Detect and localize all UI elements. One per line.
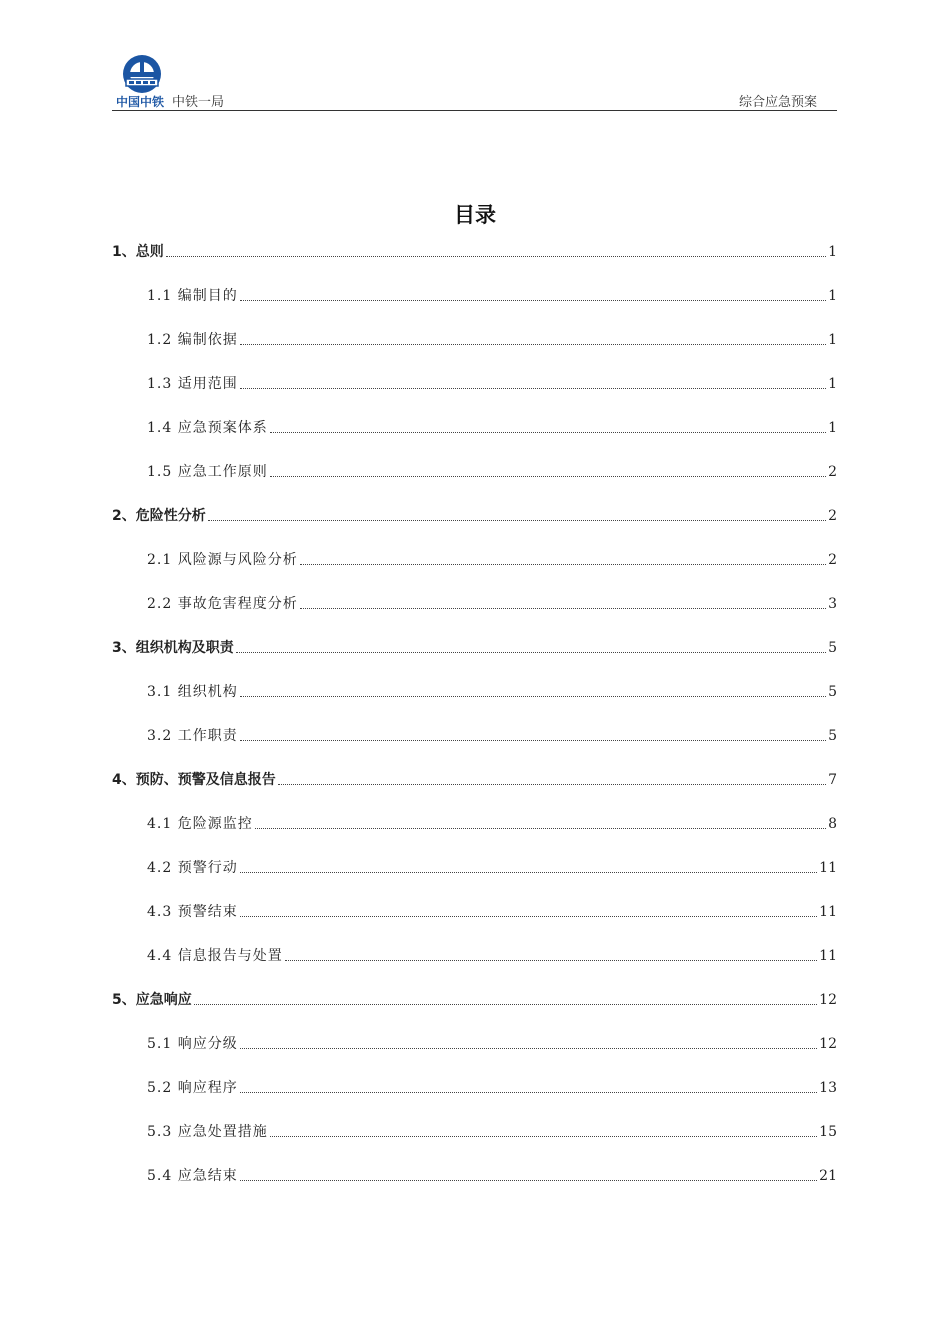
dot-leader (270, 1135, 817, 1137)
toc-section-link[interactable] (112, 986, 837, 1010)
toc-subsection-link[interactable] (147, 942, 837, 966)
dot-leader (194, 1003, 817, 1005)
toc-page-number: 2 (828, 464, 837, 480)
toc-page-number: 12 (819, 1036, 837, 1052)
toc-entry-label: 2、危险性分析 (112, 508, 206, 524)
toc-subsection-link[interactable] (147, 1030, 837, 1054)
toc-entry-label: 4、预防、预警及信息报告 (112, 772, 276, 788)
toc-page-number: 1 (828, 376, 837, 392)
document-title: 综合应急预案 (738, 95, 817, 110)
logo-text: 中国中铁 (116, 95, 165, 109)
dot-leader (300, 563, 826, 565)
toc-page-number: 3 (828, 596, 837, 612)
dot-leader (240, 343, 826, 345)
toc-subsection-link[interactable] (147, 722, 837, 746)
toc-page-number: 13 (819, 1080, 837, 1096)
toc-entry-label: 5.3 应急处置措施 (147, 1124, 268, 1140)
toc-page-number: 5 (828, 640, 837, 656)
dot-leader (270, 431, 826, 433)
toc-entry-label: 1.4 应急预案体系 (147, 420, 268, 436)
page-header (112, 50, 837, 111)
company-name: 中铁一局 (172, 95, 225, 110)
dot-leader (166, 255, 826, 257)
toc-subsection-link[interactable] (147, 414, 837, 438)
toc-subsection-link[interactable] (147, 1162, 837, 1186)
toc-entry-label: 1.5 应急工作原则 (147, 464, 268, 480)
toc-section-link[interactable] (112, 502, 837, 526)
toc-subsection-link[interactable] (147, 590, 837, 614)
toc-entry-label: 2.1 风险源与风险分析 (147, 552, 298, 568)
toc-page-number: 1 (828, 244, 837, 260)
toc-subsection-link[interactable] (147, 458, 837, 482)
dot-leader (240, 1091, 817, 1093)
dot-leader (270, 475, 826, 477)
toc-entry-label: 1.3 适用范围 (147, 376, 238, 392)
toc-entry-label: 1.1 编制目的 (147, 288, 238, 304)
toc-entry-label: 4.4 信息报告与处置 (147, 948, 283, 964)
dot-leader (240, 695, 826, 697)
toc-entry-label: 3、组织机构及职责 (112, 640, 234, 656)
toc-section-link[interactable] (112, 634, 837, 658)
toc-entry-label: 4.1 危险源监控 (147, 816, 253, 832)
dot-leader (240, 1047, 817, 1049)
dot-leader (300, 607, 826, 609)
toc-entry-label: 2.2 事故危害程度分析 (147, 596, 298, 612)
toc-entry-label: 1.2 编制依据 (147, 332, 238, 348)
toc-subsection-link[interactable] (147, 370, 837, 394)
toc-subsection-link[interactable] (147, 546, 837, 570)
dot-leader (240, 1179, 817, 1181)
toc-subsection-link[interactable] (147, 810, 837, 834)
toc-page-number: 2 (828, 552, 837, 568)
toc-page-number: 1 (828, 420, 837, 436)
toc-page-number: 5 (828, 728, 837, 744)
toc-page-number: 11 (819, 904, 837, 920)
toc-page-number: 2 (828, 508, 837, 524)
dot-leader (255, 827, 826, 829)
dot-leader (240, 871, 817, 873)
dot-leader (240, 739, 826, 741)
dot-leader (285, 959, 817, 961)
toc-page-number: 5 (828, 684, 837, 700)
toc-entry-label: 4.2 预警行动 (147, 860, 238, 876)
toc-section-link[interactable] (112, 766, 837, 790)
toc-page-number: 1 (828, 288, 837, 304)
toc-subsection-link[interactable] (147, 854, 837, 878)
dot-leader (278, 783, 826, 785)
toc-entry-label: 5.4 应急结束 (147, 1168, 238, 1184)
dot-leader (240, 387, 826, 389)
toc-section-link[interactable] (112, 238, 837, 262)
toc-entry-label: 5.2 响应程序 (147, 1080, 238, 1096)
dot-leader (236, 651, 826, 653)
toc-heading: 目录 (454, 203, 496, 227)
toc-page-number: 21 (819, 1168, 837, 1184)
dot-leader (208, 519, 826, 521)
toc-subsection-link[interactable] (147, 326, 837, 350)
toc-entry-label: 3.1 组织机构 (147, 684, 238, 700)
toc-entry-label: 3.2 工作职责 (147, 728, 238, 744)
toc-entry-label: 5、应急响应 (112, 992, 192, 1008)
toc-page-number: 7 (828, 772, 837, 788)
toc-entry-label: 1、总则 (112, 244, 164, 260)
toc-entry-label: 5.1 响应分级 (147, 1036, 238, 1052)
toc-subsection-link[interactable] (147, 282, 837, 306)
toc-subsection-link[interactable] (147, 1118, 837, 1142)
toc-subsection-link[interactable] (147, 678, 837, 702)
dot-leader (240, 915, 817, 917)
toc-page-number: 11 (819, 948, 837, 964)
toc-page-number: 1 (828, 332, 837, 348)
toc-page-number: 8 (828, 816, 837, 832)
toc-page-number: 12 (819, 992, 837, 1008)
toc-page-number: 11 (819, 860, 837, 876)
toc-page-number: 15 (819, 1124, 837, 1140)
toc-subsection-link[interactable] (147, 1074, 837, 1098)
dot-leader (240, 299, 826, 301)
toc-subsection-link[interactable] (147, 898, 837, 922)
toc-entry-label: 4.3 预警结束 (147, 904, 238, 920)
